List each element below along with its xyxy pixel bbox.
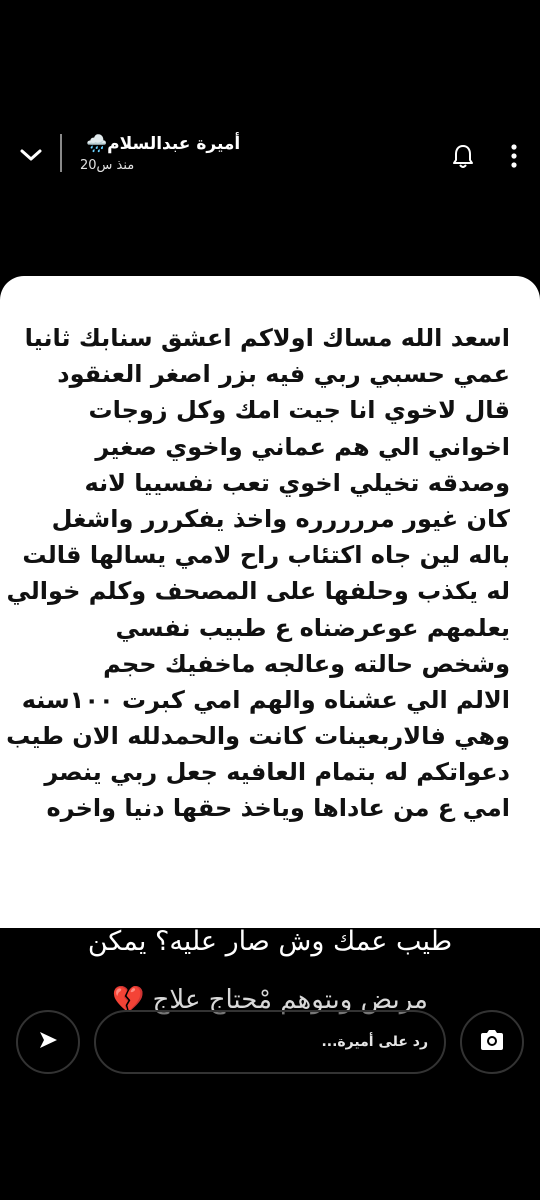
header-divider [60,134,62,172]
story-line: له يكذب وحلفها على المصحف وكلم خوالي [6,577,510,606]
story-line: دعواتكم له بتمام العافيه جعل ربي ينصر [44,758,510,787]
story-text-card [0,276,540,928]
send-icon [37,1029,59,1055]
profile-name[interactable]: أميرة عبدالسلام🌧️ [86,134,241,154]
story-line: وصدقه تخيلي اخوي تعب نفسييا لانه [84,468,510,497]
caption-line-2: مريض ويتوهم مْحتاج علاج 💔 [112,985,428,1015]
story-line: اسعد الله مساك اولاكم اعشق سنابك ثانيا [24,324,510,352]
story-line: قال لاخوي انا جيت امك وكل زوجات [88,396,510,425]
story-line: امي ع من عاداها وياخذ حقها دنيا واخره [46,794,510,823]
reply-placeholder: رد على أميرة... [321,1034,428,1050]
story-line: باله لين جاه اكتئاب راح لامي يسالها قالت [22,541,510,570]
story-text [6,320,510,827]
story-line: وشخص حالته وعالجه ماخفيك حجم [103,649,510,678]
camera-icon [479,1029,505,1055]
reply-bar [0,1008,540,1078]
reply-input[interactable] [94,1010,446,1074]
bell-icon[interactable] [448,140,478,172]
story-line: يعلمهم عوعرضناه ع طبيب نفسي [115,613,510,642]
story-header [0,120,540,190]
story-line: اخواني الي هم عماني واخوي صغير [95,432,510,461]
story-line: كان غيور مررررره واخذ يفكررر واشغل [51,504,510,533]
caption-line-1: طيب عمك وش صار عليه؟ يمكن [87,926,453,957]
more-vertical-icon[interactable] [502,138,526,174]
chevron-down-icon[interactable] [14,138,48,172]
story-line: وهي فالاربعينات كانت والحمدلله الان طيب [6,722,510,751]
send-button[interactable] [16,1010,80,1074]
camera-button[interactable] [460,1010,524,1074]
story-time: منذ س20 [80,158,135,173]
story-line: عمي حسبي ربي فيه بزر اصغر العنقود [57,360,510,389]
story-line: الالم الي عشناه والهم امي كبرت ١٠٠سنه [21,685,510,714]
